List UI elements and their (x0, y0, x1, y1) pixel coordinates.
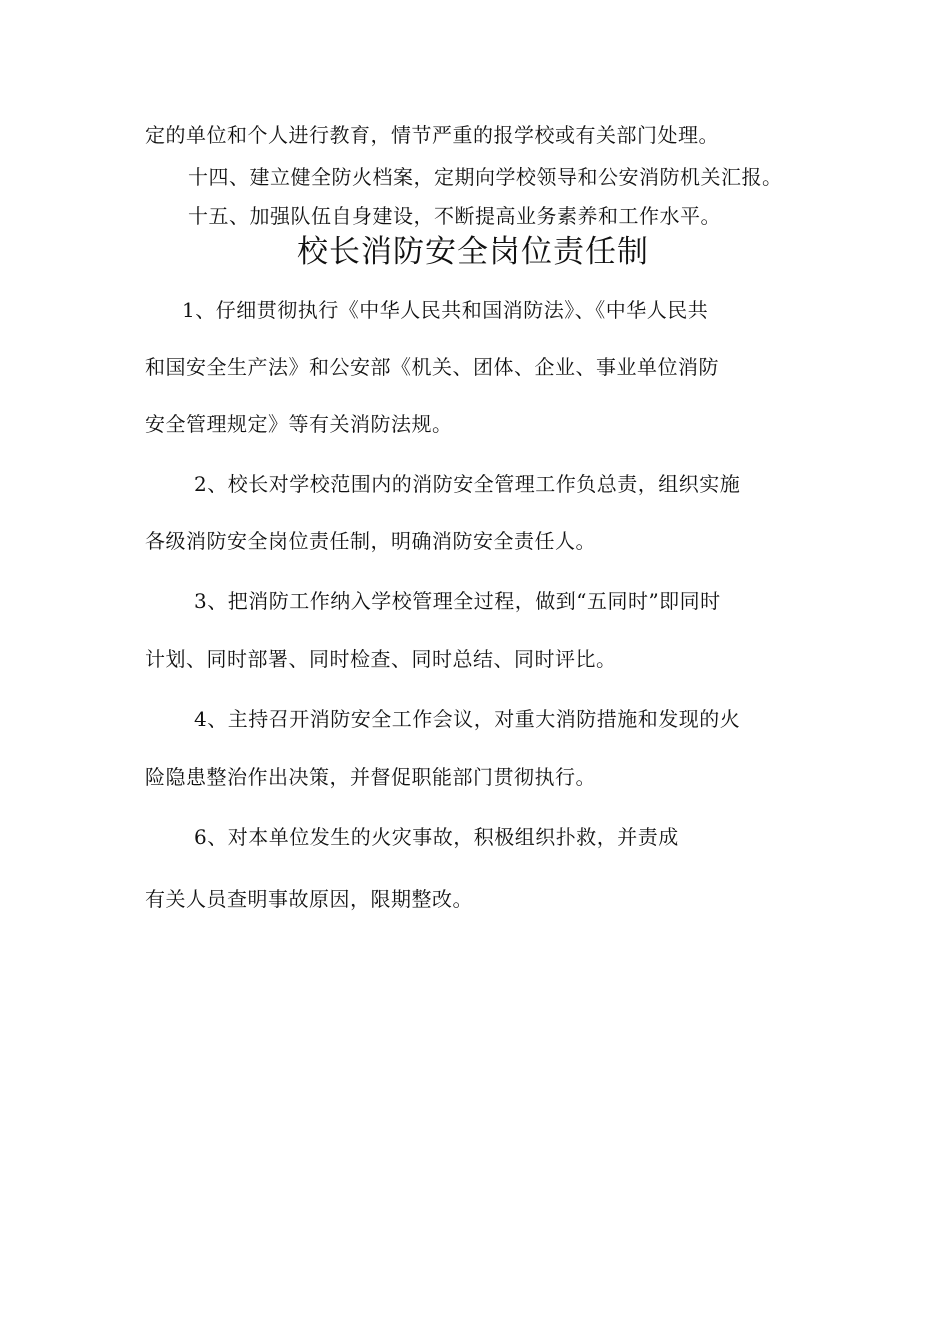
paragraph-line: 有关人员查明事故原因，限期整改。 (145, 887, 473, 911)
text-line: 十五、加强队伍自身建设，不断提高业务素养和工作水平。 (188, 204, 721, 228)
paragraph-line: 计划、同时部署、同时检查、同时总结、同时评比。 (145, 647, 617, 671)
text-line: 十四、建立健全防火档案，定期向学校领导和公安消防机关汇报。 (188, 165, 783, 189)
text-line: 定的单位和个人进行教育，情节严重的报学校或有关部门处理。 (145, 123, 719, 147)
paragraph-line: 4、主持召开消防安全工作会议，对重大消防措施和发现的火 (194, 707, 741, 731)
document-title: 校长消防安全岗位责任制 (297, 234, 649, 270)
paragraph-line: 2、校长对学校范围内的消防安全管理工作负总责，组织实施 (194, 472, 741, 496)
paragraph-line: 3、把消防工作纳入学校管理全过程，做到“五同时”即同时 (194, 589, 721, 613)
paragraph-line: 安全管理规定》等有关消防法规。 (145, 412, 453, 436)
paragraph-line: 险隐患整治作出决策，并督促职能部门贯彻执行。 (145, 765, 596, 789)
paragraph-line: 6、对本单位发生的火灾事故，积极组织扑救，并责成 (194, 825, 679, 849)
paragraph-line: 1、仔细贯彻执行《中华人民共和国消防法》、《中华人民共 (182, 298, 709, 322)
paragraph-line: 和国安全生产法》和公安部《机关、团体、企业、事业单位消防 (145, 355, 719, 379)
paragraph-line: 各级消防安全岗位责任制，明确消防安全责任人。 (145, 529, 596, 553)
